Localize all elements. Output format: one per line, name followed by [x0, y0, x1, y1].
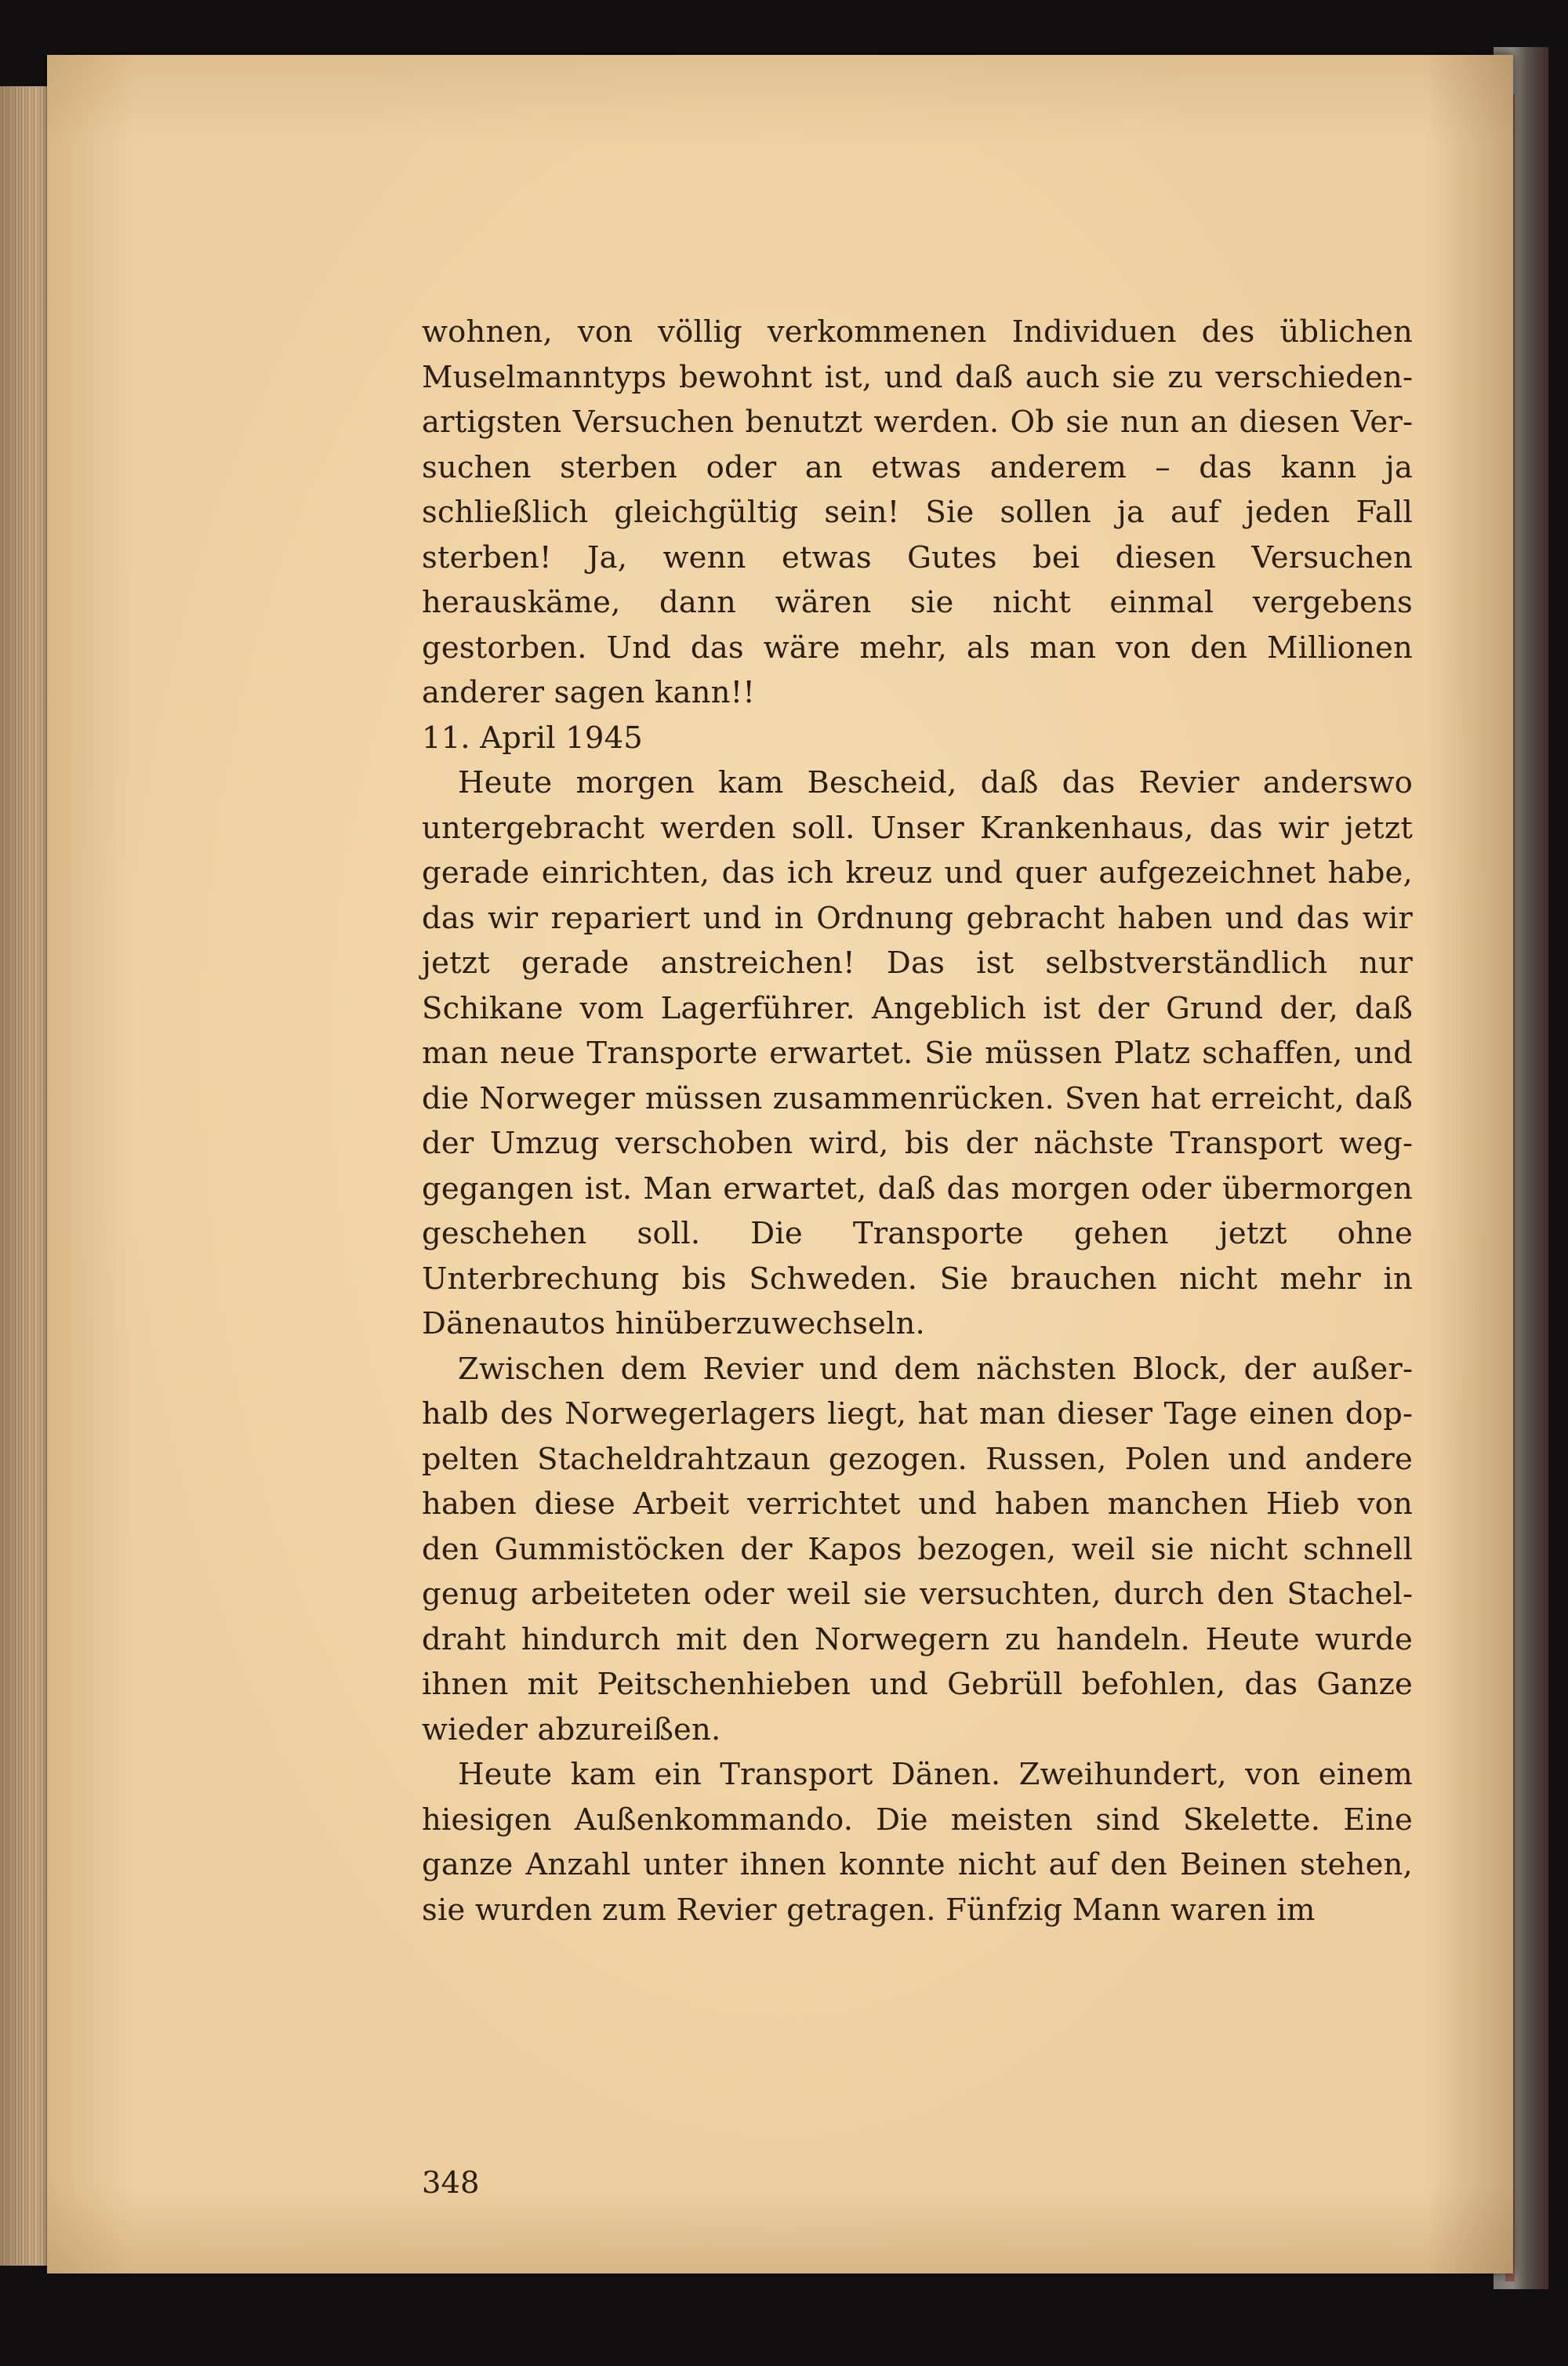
- carryover-paragraph: wohnen, von völlig verkommenen Individuen des üblichen Muselmanntyps bewohnt ist, und daß auch sie zu verschiedenartigsten Versuchen benutzt werden. Ob sie nun an diesen Versuchen sterben oder an etwas anderem – das kann ja schließlich gleichgültig sein! Sie sollen ja auf jeden Fall sterben! Ja, wenn etwas Gutes bei diesen Versuchen herauskäme, dann wären sie nicht einmal vergebens gestorben. Und das wäre mehr, als man von den Millionen anderer sagen kann!!: [422, 314, 1413, 710]
- paragraph-2: Zwischen dem Revier und dem nächsten Block, der außerhalb des Norwegerlagers liegt, hat man dieser Tage einen doppelten Stacheldrahtzaun gezogen. Russen, Polen und andere haben diese Arbeit verrichtet und haben manchen Hieb von den Gummistöcken der Kapos bezogen, weil sie nicht schnell genug arbeiteten oder weil sie versuchten, durch den Stacheldraht hindurch mit den Norwegern zu handeln. Heute wurde ihnen mit Peitschenhieben und Gebrüll befohlen, das Ganze wieder abzureißen.: [422, 1351, 1413, 1747]
- paragraph-1: Heute morgen kam Bescheid, daß das Revier anderswo untergebracht werden soll. Unser Krankenhaus, das wir jetzt gerade einrichten, das ich kreuz und quer aufgezeichnet habe, das wir repariert und in Ordnung gebracht haben und das wir jetzt gerade anstreichen! Das ist selbstverständlich nur Schikane vom Lagerführer. Angeblich ist der Grund der, daß man neue Transporte erwartet. Sie müssen Platz schaffen, und die Norweger müssen zusammenrücken. Sven hat erreicht, daß der Umzug verschoben wird, bis der nächste Transport weggegangen ist. Man erwartet, daß das morgen oder übermorgen geschehen soll. Die Transporte gehen jetzt ohne Unterbrechung bis Schweden. Sie brauchen nicht mehr in Dänenautos hinüberzuwechseln.: [422, 765, 1413, 1341]
- page-sheet: [47, 55, 1513, 2273]
- diary-date-heading: 11. April 1945: [422, 720, 643, 756]
- paragraph-3: Heute kam ein Transport Dänen. Zweihundert, von einem hiesigen Außenkommando. Die meisten sind Skelette. Eine ganze Anzahl unter ihnen konnte nicht auf den Beinen stehen, sie wurden zum Revier getragen. Fünfzig Mann waren im: [422, 1757, 1413, 1928]
- page-number: 348: [422, 2165, 480, 2201]
- body-text: [422, 310, 1413, 1932]
